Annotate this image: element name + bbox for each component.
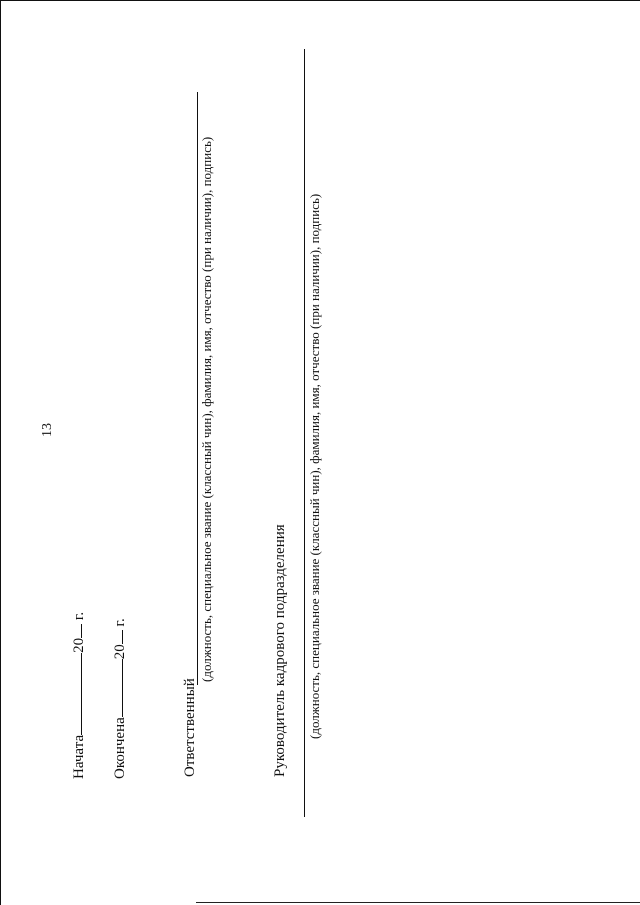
responsible-label: Ответственный [182,678,198,777]
hr-head-signature-line [304,49,305,817]
finished-label: Окончена [112,717,128,779]
started-date-line [80,653,82,735]
finished-row [113,618,128,779]
hr-head-label: Руководитель кадрового подразделения [272,524,288,777]
finished-year-prefix: 20 [112,644,128,660]
started-year-line [80,624,82,638]
started-label: Начата [71,734,87,779]
hr-head-caption: (должность, специальное звание (классный чин), фамилия, имя, отчество (при наличии), подпись) [307,193,322,739]
finished-date-line [121,659,123,717]
started-year-prefix: 20 [71,637,87,653]
page-number: 13 [40,423,55,437]
responsible-signature-line [197,92,198,685]
finished-year-suffix: г. [112,618,128,627]
page-bottom-edge [196,902,640,903]
started-row [72,612,87,779]
finished-year-line [121,630,123,644]
started-year-suffix: г. [71,611,87,621]
responsible-caption: (должность, специальное звание (классный чин), фамилия, имя, отчество (при наличии), подпись) [199,136,214,682]
